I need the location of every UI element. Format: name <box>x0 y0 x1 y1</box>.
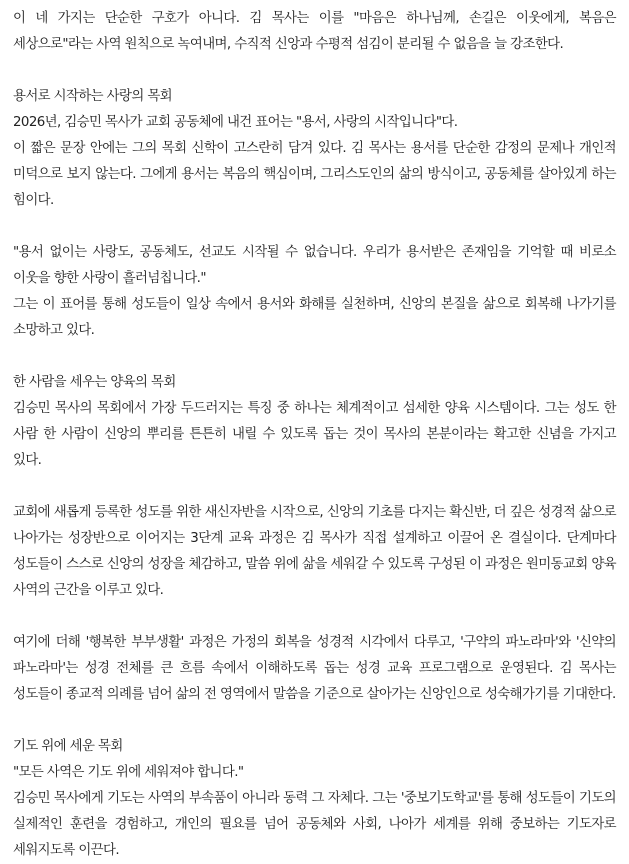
forgiveness-hope-paragraph: 그는 이 표어를 통해 성도들이 일상 속에서 용서와 화해를 실천하며, 신앙의 본질을 삶으로 회복해 나가기를 소망하고 있다. <box>13 297 616 338</box>
discipleship-paragraph: 김승민 목사의 목회에서 가장 두드러지는 특징 중 하나는 체계적이고 섬세한 양육 시스템이다. 그는 성도 한 사람 한 사람이 신앙의 뿌리를 튼튼히 내릴 수 있도록 돕는 것이 목사의 본분이라는 확고한 신념을 가지고 있다. <box>13 401 616 468</box>
section-heading-forgiveness: 용서로 시작하는 사랑의 목회 <box>13 89 172 104</box>
section-heading-discipleship: 한 사람을 세우는 양육의 목회 <box>13 375 176 390</box>
forgiveness-paragraph: 이 짧은 문장 안에는 그의 목회 신학이 고스란히 담겨 있다. 김 목사는 용서를 단순한 감정의 문제나 개인적 미덕으로 보지 않는다. 그에게 용서는 복음의 핵심이며, 그리스도인의 삶의 방식이고, 공동체를 살아있게 하는 힘이다. <box>13 141 616 208</box>
paragraph-gap <box>13 344 616 370</box>
prayer-paragraph: 김승민 목사에게 기도는 사역의 부속품이 아니라 동력 그 자체다. 그는 '중보기도학교'를 통해 성도들이 기도의 실제적인 훈련을 경험하고, 개인의 필요를 넘어 공동체와 사회, 나아가 세계를 위해 중보하는 기도자로 세워지도록 이끈다. <box>13 791 616 858</box>
paragraph-gap <box>13 474 616 500</box>
prayer-quote: "모든 사역은 기도 위에 세워져야 합니다." <box>13 765 244 780</box>
forgiveness-quote: "용서 없이는 사랑도, 공동체도, 선교도 시작될 수 없습니다. 우리가 용서받은 존재임을 기억할 때 비로소 이웃을 향한 사랑이 흘러넘칩니다." <box>13 245 616 286</box>
paragraph-gap <box>13 58 616 84</box>
paragraph-gap <box>13 708 616 734</box>
section-heading-prayer: 기도 위에 세운 목회 <box>13 739 123 754</box>
curriculum-paragraph: 교회에 새롭게 등록한 성도를 위한 새신자반을 시작으로, 신앙의 기초를 다지는 확신반, 더 깊은 성경적 삶으로 나아가는 성장반으로 이어지는 3단계 교육 과정은 김 목사가 직접 설계하고 이끌어 온 결실이다. 단계마다 성도들이 스스로 신앙의 성장을 체감하고, 말씀 위에 삶을 세워갈 수 있도록 구성된 이 과정은 원미동교회 양육 사역의 근간을 이루고 있다. <box>13 505 616 598</box>
motto-line: 2026년, 김승민 목사가 교회 공동체에 내건 표어는 "용서, 사랑의 시작입니다"다. <box>13 115 458 130</box>
paragraph-gap <box>13 604 616 630</box>
intro-paragraph: 이 네 가지는 단순한 구호가 아니다. 김 목사는 이를 "마음은 하나님께, 손길은 이웃에게, 복음은 세상으로"라는 사역 원칙으로 녹여내며, 수직적 신앙과 수평적 섬김이 분리될 수 없음을 늘 강조한다. <box>13 11 616 52</box>
programs-paragraph: 여기에 더해 '행복한 부부생활' 과정은 가정의 회복을 성경적 시각에서 다루고, '구약의 파노라마'와 '신약의 파노라마'는 성경 전체를 큰 흐름 속에서 이해하도록 돕는 성경 교육 프로그램으로 운영된다. 김 목사는 성도들이 종교적 의례를 넘어 삶의 전 영역에서 말씀을 기준으로 살아가는 신앙인으로 성숙해가기를 기대한다. <box>13 635 616 702</box>
paragraph-gap <box>13 214 616 240</box>
